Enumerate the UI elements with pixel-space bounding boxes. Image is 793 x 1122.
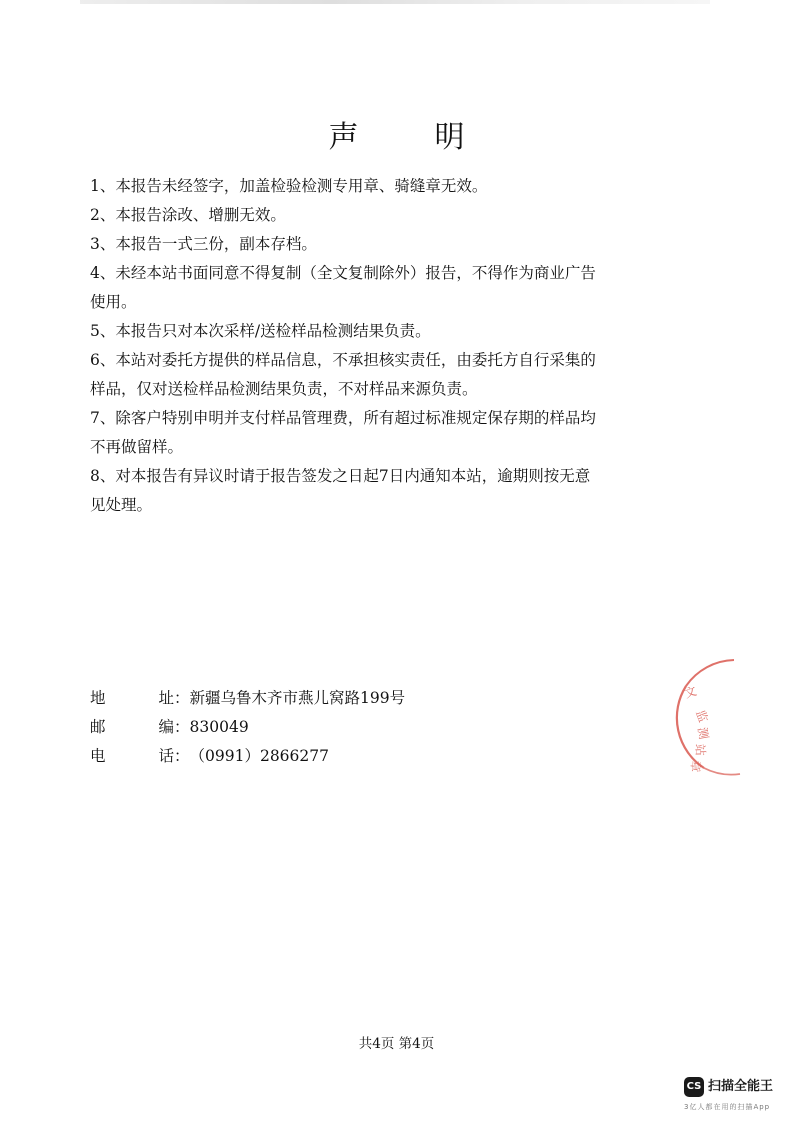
page-title xyxy=(0,112,793,156)
svg-text:测: 测 xyxy=(695,726,711,741)
clause-item xyxy=(90,201,650,230)
postcode-value: 830049 xyxy=(189,718,249,736)
label-separator: ： xyxy=(174,718,190,736)
label-separator: ： xyxy=(174,689,190,707)
clause-item xyxy=(90,462,650,520)
label-char: 邮 xyxy=(90,718,106,736)
clause-line: 2、本报告涂改、增删无效。 xyxy=(90,206,286,224)
svg-text:站: 站 xyxy=(693,743,708,757)
address-value: 新疆乌鲁木齐市燕儿窝路199号 xyxy=(189,689,406,707)
clause-line: 样品，仅对送检样品检测结果负责，不对样品来源负责。 xyxy=(90,380,478,398)
clause-line: 7、除客户特别申明并支付样品管理费，所有超过标准规定保存期的样品均 xyxy=(90,409,596,427)
page-number: 共4页 第4页 xyxy=(358,1036,435,1052)
clause-item xyxy=(90,404,650,462)
label-char: 编 xyxy=(158,718,174,736)
clause-line: 4、未经本站书面同意不得复制（全文复制除外）报告，不得作为商业广告 xyxy=(90,264,596,282)
clause-line: 3、本报告一式三份，副本存档。 xyxy=(90,235,317,253)
svg-text:文: 文 xyxy=(682,683,699,701)
official-seal-stamp xyxy=(664,656,742,776)
clause-item xyxy=(90,172,650,201)
clause-line: 6、本站对委托方提供的样品信息，不承担核实责任，由委托方自行采集的 xyxy=(90,351,596,369)
clause-line: 5、本报告只对本次采样/送检样品检测结果负责。 xyxy=(90,322,431,340)
phone-value: （0991）2866277 xyxy=(189,747,329,765)
camscanner-logo-icon: CS xyxy=(684,1077,704,1097)
postcode-row xyxy=(90,713,610,742)
postcode-label xyxy=(90,713,174,742)
clause-line: 8、对本报告有异议时请于报告签发之日起7日内通知本站，逾期则按无意 xyxy=(90,467,591,485)
scanner-watermark xyxy=(684,1074,789,1116)
address-row xyxy=(90,684,610,713)
address-label xyxy=(90,684,174,713)
clause-item xyxy=(90,346,650,404)
declaration-clauses xyxy=(90,172,650,520)
svg-text:章: 章 xyxy=(687,759,703,773)
clause-item xyxy=(90,259,650,317)
title-char: 明 xyxy=(434,120,465,155)
svg-text:监: 监 xyxy=(693,708,711,725)
phone-row xyxy=(90,742,610,771)
clause-line: 使用。 xyxy=(90,293,137,311)
label-separator: ： xyxy=(174,747,190,765)
watermark-tagline: 3亿人都在用的扫描App xyxy=(684,1103,771,1111)
label-char: 地 xyxy=(90,689,106,707)
clause-item xyxy=(90,230,650,259)
label-char: 话 xyxy=(158,747,174,765)
label-char: 址 xyxy=(158,689,174,707)
contact-block xyxy=(90,684,610,771)
clause-item xyxy=(90,317,650,346)
clause-line: 1、本报告未经签字，加盖检验检测专用章、骑缝章无效。 xyxy=(90,177,488,195)
title-char: 声 xyxy=(328,120,359,155)
label-char: 电 xyxy=(90,747,106,765)
clause-line: 见处理。 xyxy=(90,496,153,514)
phone-label xyxy=(90,742,174,771)
clause-line: 不再做留样。 xyxy=(90,438,184,456)
watermark-app-name: 扫描全能王 xyxy=(708,1079,774,1094)
scan-edge-artifact xyxy=(80,0,710,4)
